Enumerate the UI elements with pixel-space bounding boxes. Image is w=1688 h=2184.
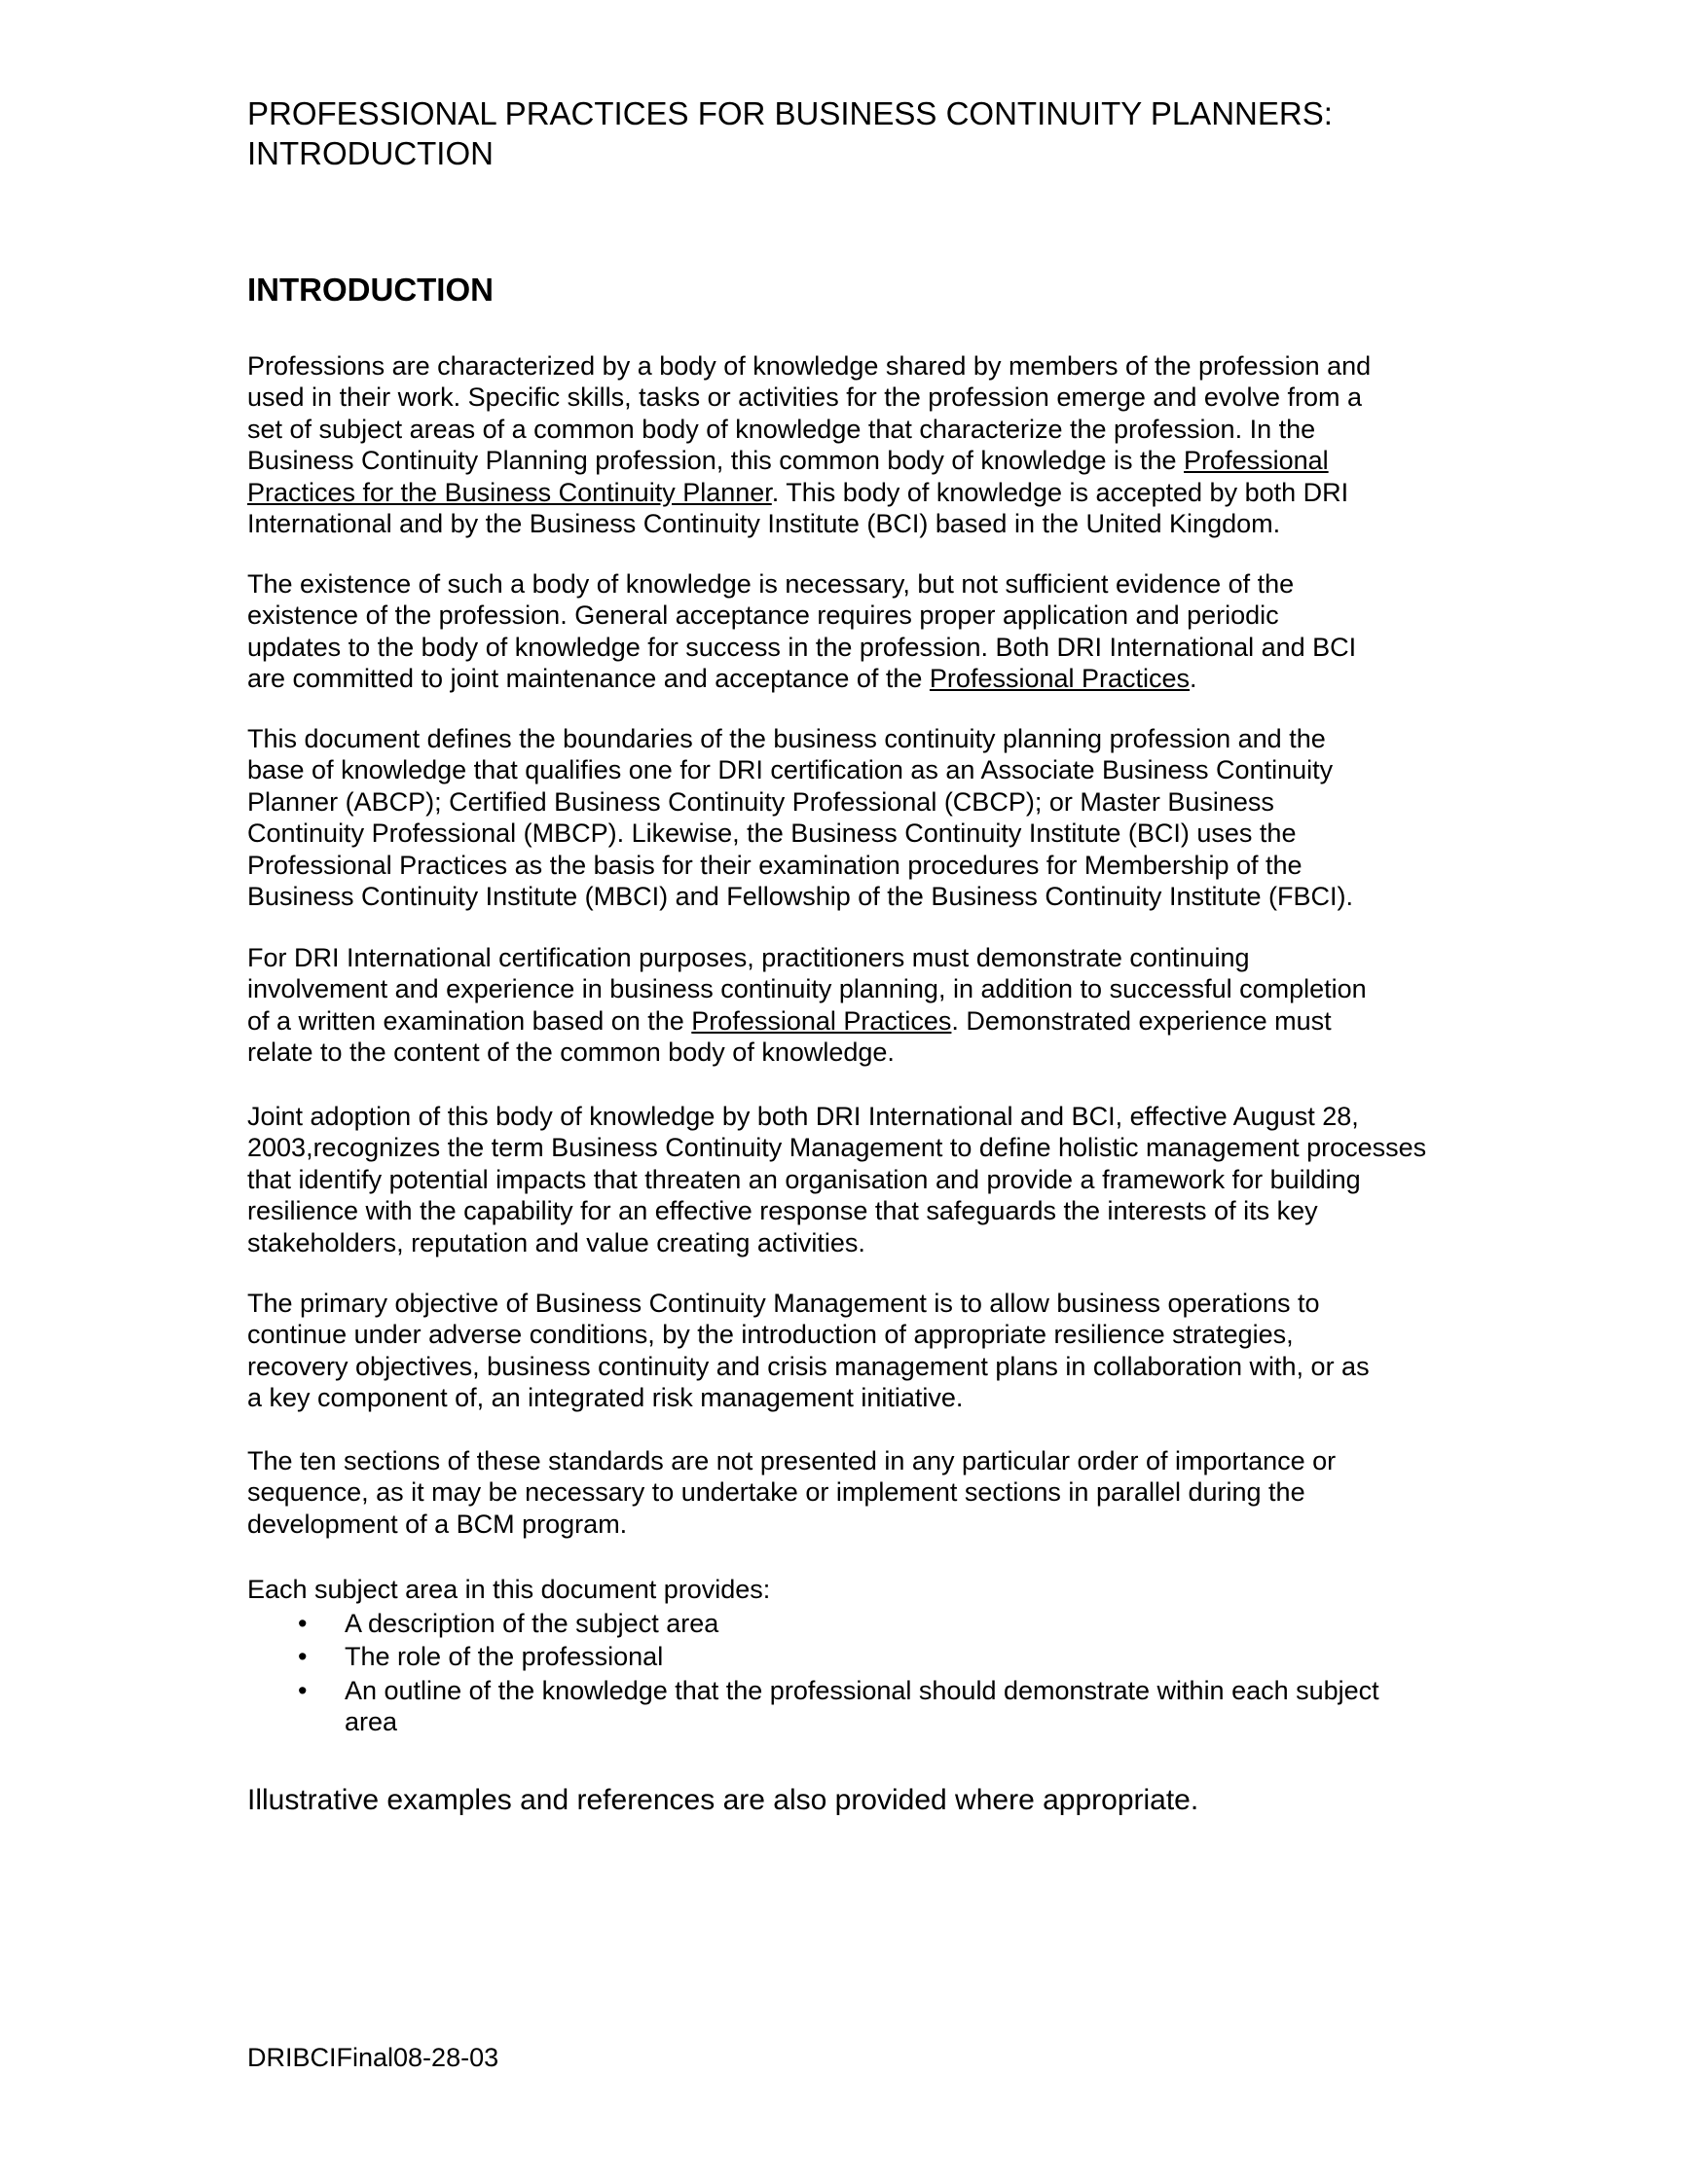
underlined-title-ref: Professional Practices	[929, 664, 1191, 694]
paragraph-7	[247, 1445, 1474, 1540]
paragraph-line: Each subject area in this document provides:	[247, 1575, 771, 1604]
paragraph-line: For DRI International certification purposes, practitioners must demonstrate continuing	[247, 943, 1250, 972]
paragraph-line	[247, 1005, 1474, 1037]
list-item-text: area	[345, 1707, 398, 1737]
text-run: .	[1190, 664, 1197, 694]
paragraph-line	[247, 445, 1474, 476]
list-item	[247, 1675, 1474, 1738]
paragraph-line: Continuity Professional (MBCP). Likewise, the Business Continuity Institute (BCI) uses the	[247, 819, 1297, 849]
bullet-icon: •	[298, 1675, 308, 1705]
paragraph-line: The existence of such a body of knowledge is necessary, but not sufficient evidence of the	[247, 569, 1295, 599]
paragraph-3	[247, 723, 1474, 912]
bullet-icon: •	[298, 1609, 308, 1638]
paragraph-line	[247, 477, 1474, 508]
document-header-line-1: PROFESSIONAL PRACTICES FOR BUSINESS CONTINUITY PLANNERS:	[247, 95, 1333, 131]
paragraph-line: resilience with the capability for an effective response that safeguards the interests of its key	[247, 1196, 1318, 1226]
bullet-icon: •	[298, 1642, 308, 1672]
paragraph-line: used in their work. Specific skills, tasks or activities for the profession emerge and evolve from a	[247, 382, 1362, 413]
paragraph-line: stakeholders, reputation and value creating activities.	[247, 1227, 865, 1257]
paragraph-8	[247, 1574, 1474, 1605]
paragraph-line: 2003,recognizes the term Business Continuity Management to define holistic management processes	[247, 1133, 1427, 1163]
paragraph-line: The primary objective of Business Continuity Management is to allow business operations to	[247, 1289, 1320, 1318]
text-run: Business Continuity Planning profession, this common body of knowledge is the	[247, 446, 1185, 476]
paragraph-line: Professional Practices as the basis for their examination procedures for Membership of the	[247, 850, 1303, 880]
paragraph-line: Joint adoption of this body of knowledge by both DRI International and BCI, effective August 28,	[247, 1102, 1359, 1131]
paragraph-5	[247, 1101, 1474, 1258]
text-run: of a written examination based on the	[247, 1005, 692, 1036]
paragraph-line: Professions are characterized by a body of knowledge shared by members of the profession and	[247, 351, 1372, 381]
list-item-text: An outline of the knowledge that the professional should demonstrate within each subject	[345, 1675, 1379, 1705]
text-run: . This body of knowledge is accepted by both DRI	[771, 477, 1349, 507]
paragraph-line	[247, 663, 1474, 694]
list-item-text: A description of the subject area	[345, 1609, 719, 1638]
closing-sentence: Illustrative examples and references are also provided where appropriate.	[247, 1784, 1199, 1816]
text-run: . Demonstrated experience must	[951, 1005, 1332, 1036]
paragraph-line: existence of the profession. General acceptance requires proper application and periodic	[247, 601, 1279, 631]
underlined-title-ref: Professional Practices	[691, 1005, 952, 1036]
text-run: are committed to joint maintenance and acceptance of the	[247, 664, 930, 694]
paragraph-2	[247, 568, 1474, 695]
paragraph-line: The ten sections of these standards are not presented in any particular order of importance or	[247, 1446, 1337, 1475]
underlined-title-ref: Professional	[1184, 446, 1329, 476]
paragraph-line: Planner (ABCP); Certified Business Continuity Professional (CBCP); or Master Business	[247, 786, 1274, 817]
paragraph-line: This document defines the boundaries of the business continuity planning profession and the	[247, 724, 1326, 753]
paragraph-6	[247, 1288, 1474, 1414]
list-item	[247, 1608, 1474, 1639]
list-item	[247, 1641, 1474, 1672]
paragraph-line: updates to the body of knowledge for success in the profession. Both DRI International and BCI	[247, 632, 1357, 662]
document-footer: DRIBCIFinal08-28-03	[247, 2043, 499, 2072]
paragraph-line: base of knowledge that qualifies one for DRI certification as an Associate Business Continuity	[247, 755, 1334, 785]
paragraph-1	[247, 350, 1474, 539]
section-title: INTRODUCTION	[247, 272, 494, 308]
paragraph-line: a key component of, an integrated risk management initiative.	[247, 1383, 964, 1413]
paragraph-line: development of a BCM program.	[247, 1509, 628, 1539]
paragraph-line: International and by the Business Continuity Institute (BCI) based in the United Kingdom.	[247, 509, 1281, 539]
list-item-text: The role of the professional	[345, 1642, 664, 1672]
paragraph-line: Business Continuity Institute (MBCI) and Fellowship of the Business Continuity Institute (FBCI).	[247, 882, 1353, 912]
paragraph-line: sequence, as it may be necessary to undertake or implement sections in parallel during the	[247, 1477, 1305, 1508]
document-header-line-2: INTRODUCTION	[247, 135, 494, 171]
paragraph-line: that identify potential impacts that threaten an organisation and provide a framework for building	[247, 1164, 1361, 1194]
document-header	[247, 93, 1464, 173]
subject-area-bullet-list	[247, 1608, 1474, 1740]
paragraph-line: set of subject areas of a common body of knowledge that characterize the profession. In the	[247, 414, 1316, 444]
paragraph-4	[247, 942, 1474, 1069]
paragraph-line: recovery objectives, business continuity and crisis management plans in collaboration with, or as	[247, 1351, 1370, 1381]
paragraph-line: relate to the content of the common body of knowledge.	[247, 1037, 895, 1068]
underlined-title-ref: Practices for the Business Continuity Planner	[247, 477, 772, 507]
paragraph-line: involvement and experience in business continuity planning, in addition to successful completion	[247, 974, 1367, 1004]
paragraph-line: continue under adverse conditions, by the introduction of appropriate resilience strategies,	[247, 1320, 1294, 1350]
